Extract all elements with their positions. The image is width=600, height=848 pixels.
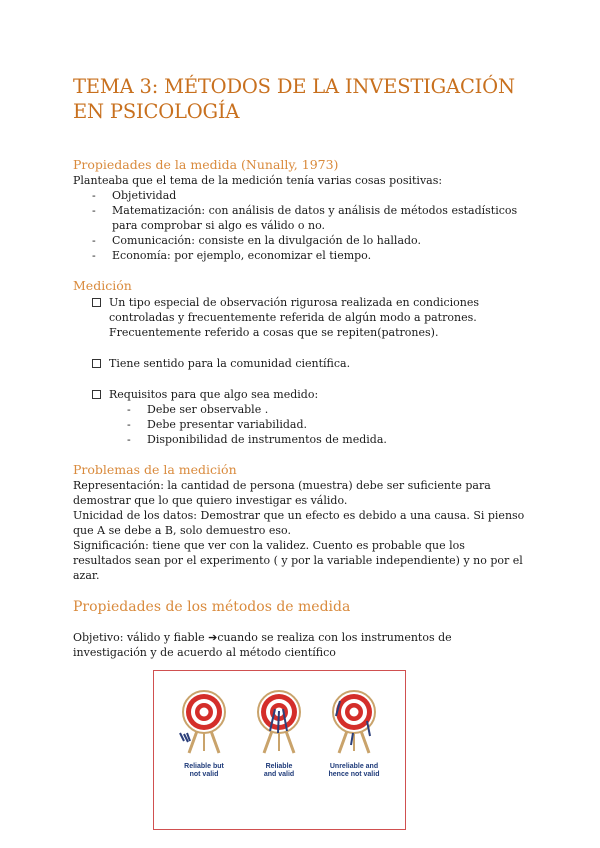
checklist-text: Tiene sentido para la comunidad científica. (109, 357, 351, 370)
section-heading-problemas: Problemas de la medición (73, 462, 237, 477)
target-unreliable-not-valid-icon (333, 691, 375, 753)
bullet-dash: - (92, 189, 96, 202)
checkbox-icon (92, 298, 101, 307)
checklist-line: Un tipo especial de observación rigurosa realizada en condiciones (109, 296, 480, 309)
checklist-text: Requisitos para que algo sea medido: (109, 388, 319, 401)
bullet-dash: - (127, 403, 131, 416)
section-heading-medicion: Medición (73, 278, 132, 293)
list-item-text: para comprobar si algo es válido o no. (112, 219, 326, 232)
paragraph-line: investigación y de acuerdo al método científico (73, 646, 336, 659)
paragraph-line: Objetivo: válido y fiable ➔cuando se realiza con los instrumentos de (73, 631, 452, 644)
figure-label-unreliable-not-valid: Unreliable and hence not valid (328, 763, 380, 778)
figure-label-reliable-valid: Reliable and valid (263, 763, 295, 778)
checklist-line: Frecuentemente referido a cosas que se repiten(patrones). (109, 326, 439, 339)
title-line-1: TEMA 3: MÉTODOS DE LA INVESTIGACIÓN (73, 75, 515, 98)
section-heading-propiedades-metodos: Propiedades de los métodos de medida (73, 599, 351, 615)
checkbox-icon (92, 359, 101, 368)
sub-list-item-text: Debe ser observable . (147, 403, 269, 416)
checklist-text (109, 295, 529, 340)
bullet-dash: - (92, 204, 96, 217)
sub-list-item-text: Debe presentar variabilidad. (147, 418, 307, 431)
list-item-text: Comunicación: consiste en la divulgación de lo hallado. (112, 234, 421, 247)
bullet-dash: - (92, 249, 96, 262)
paragraph-line: Representación: la cantidad de persona (muestra) debe ser suficiente para (73, 479, 491, 492)
title-line-2: EN PSICOLOGÍA (73, 100, 240, 123)
paragraph-line: Unicidad de los datos: Demostrar que un efecto es debido a una causa. Si pienso (73, 509, 525, 522)
figure-label-reliable-not-valid: Reliable but not valid (184, 763, 224, 778)
section-heading-propiedades-medida: Propiedades de la medida (Nunally, 1973) (73, 157, 339, 172)
paragraph-line: demostrar que lo que quiero investigar es válido. (73, 494, 348, 507)
bullet-dash: - (92, 234, 96, 247)
targets-figure (153, 670, 406, 830)
paragraph-line: resultados sean por el experimento ( y por la variable independiente) y no por el (73, 554, 523, 567)
target-reliable-valid-icon (258, 691, 300, 753)
sub-list-item-text: Disponibilidad de instrumentos de medida. (147, 433, 387, 446)
checklist-line: controladas y frecuentemente referida de algún modo a patrones. (109, 311, 477, 324)
list-item-text: Objetividad (112, 189, 177, 202)
paragraph-line: que A se debe a B, solo demuestro eso. (73, 524, 291, 537)
paragraph-line: azar. (73, 569, 100, 582)
bullet-dash: - (127, 433, 131, 446)
list-item-text: Economía: por ejemplo, economizar el tiempo. (112, 249, 372, 262)
page-title (73, 74, 553, 124)
checkbox-icon (92, 390, 101, 399)
target-reliable-not-valid-icon (180, 691, 225, 753)
bullet-dash: - (127, 418, 131, 431)
paragraph-line: Significación: tiene que ver con la validez. Cuento es probable que los (73, 539, 465, 552)
list-item-text: Matematización: con análisis de datos y análisis de métodos estadísticos (112, 204, 518, 217)
targets-illustration (154, 671, 405, 829)
section1-intro: Planteaba que el tema de la medición tenía varias cosas positivas: (73, 174, 443, 187)
